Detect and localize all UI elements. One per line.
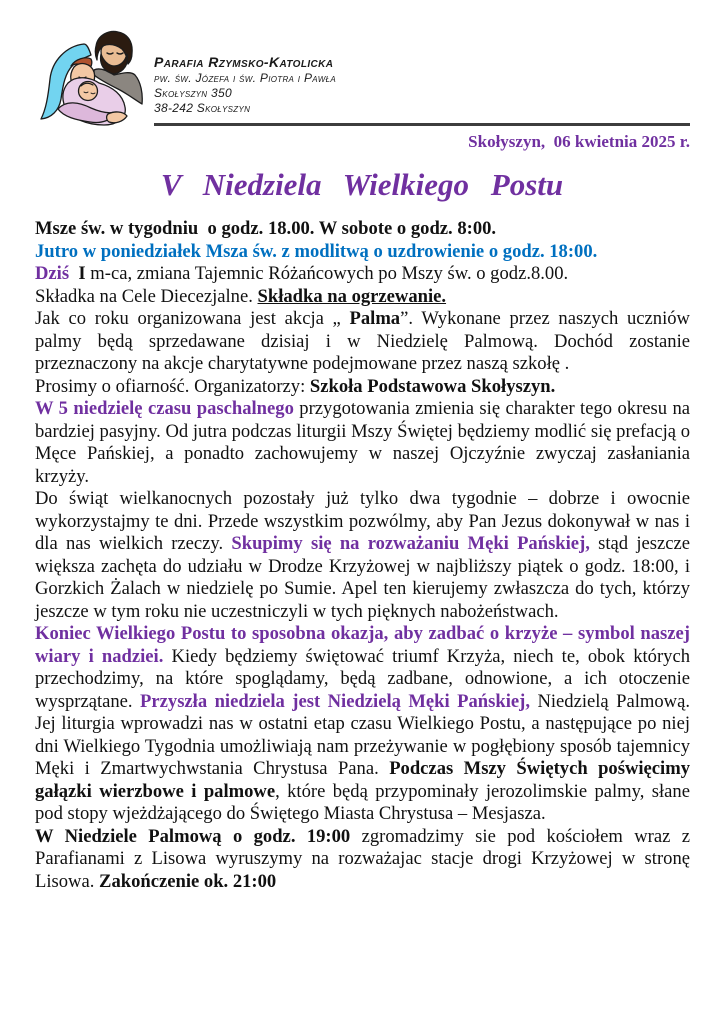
document-body xyxy=(35,218,695,893)
text-run: Dziś xyxy=(35,263,70,284)
text-run: Zakończenie ok. 21:00 xyxy=(99,870,277,892)
text-run: Jak co roku organizowana jest akcja „ xyxy=(35,308,350,329)
text-run: m-ca, zmiana Tajemnic Różańcowych po Mszy św. o godz.8.00. xyxy=(85,263,569,284)
text-run: Koniec Wielkiego Postu to sposobna okazja, aby zadbać o krzyże – symbol naszej wiary i nadziei. xyxy=(35,623,695,667)
letterhead xyxy=(0,0,724,152)
parish-address-line2: 38-242 Skołyszyn xyxy=(154,101,251,115)
text-run: Składka na ogrzewanie. xyxy=(257,285,447,307)
text-run: Kiedy będziemy świętować triumf Krzyża, niech te, obok których przechodzimy, na które spoglądamy, będą zadbane, odnowione, a ich otoczenie wysprzątane. xyxy=(35,645,695,712)
parish-name: Parafia Rzymsko-Katolicka xyxy=(154,54,334,70)
text-run: I xyxy=(69,263,86,284)
text-run: , które będą przypominały jerozolimskie palmy, słane pod stopy wjeżdżającego do Świętego Miasta Chrystusa – Mesjasza. xyxy=(35,780,695,824)
header-divider xyxy=(154,123,690,126)
parish-address-line1: Skołyszyn 350 xyxy=(154,86,232,100)
paragraph xyxy=(35,308,695,376)
place-date-line: Skołyszyn, 06 kwietnia 2025 r. xyxy=(468,132,690,151)
holy-family-logo xyxy=(38,30,148,132)
paragraph xyxy=(35,398,695,488)
text-run: przygotowania zmienia się charakter tego okresu na bardziej pasyjny. Od jutra podczas liturgii Mszy Świętej będziemy modlić się prefacją o Męce Pańskiej, a ponadto zachowujemy w naszej Ojczyźnie zwyczaj zasłaniania krzyży. xyxy=(35,398,695,487)
text-run: Niedzielą Palmową. Jej liturgia wprowadzi nas w ostatni etap czasu Wielkiego Postu, a następujące po niej dni Wielkiego Tygodnia umożliwiają nam przeżywanie w pogłębiony sposób tajemnicy Męki i Zmartwychwstania Chrystusa Pana. xyxy=(35,690,695,779)
letterhead-text xyxy=(148,30,690,152)
text-run: Podczas Mszy Świętych poświęcimy gałązki wierzbowe i palmowe xyxy=(35,758,695,802)
text-run: Skupimy się na rozważaniu Męki Pańskiej, xyxy=(231,533,590,554)
paragraph xyxy=(35,241,690,264)
text-run: Jutro w poniedziałek Msza św. z modlitwą o uzdrowienie o godz. 18:00. xyxy=(35,240,598,262)
text-run: Prosimy o ofiarność. Organizatorzy: xyxy=(35,375,310,397)
text-run: zgromadzimy sie pod kościołem wraz z Parafianami z Lisowa wyruszymy na rozważajac stacje drogi Krzyżowej w stronę Lisowa. xyxy=(35,825,695,892)
paragraph xyxy=(35,623,695,826)
text-run: Msze św. w tygodniu o godz. 18.00. W sobote o godz. 8:00. xyxy=(35,218,497,239)
text-run: Szkoła Podstawowa Skołyszyn. xyxy=(309,375,556,397)
text-run: W 5 niedzielę czasu paschalnego xyxy=(35,398,294,419)
text-run: Składka na Cele Diecezjalne. xyxy=(35,285,258,307)
page-title: V Niedziela Wielkiego Postu xyxy=(160,167,564,202)
text-run: W Niedziele Palmową o godz. 19:00 xyxy=(35,825,351,847)
text-run: ”. Wykonane przez naszych uczniów palmy będą sprzedawane dzisiaj i w Niedzielę Palmową. Dochód zostanie przeznaczony na akcje charytatywne podejmowane przez naszą szkołę . xyxy=(35,308,695,374)
text-run: Palma xyxy=(349,308,401,329)
paragraph xyxy=(35,825,695,894)
paragraph xyxy=(35,488,695,623)
parish-dedication: pw. św. Józefa i św. Piotra i Pawła xyxy=(154,71,336,85)
text-run: Przyszła niedziela jest Niedzielą Męki Pańskiej, xyxy=(140,690,530,712)
paragraph xyxy=(35,218,690,241)
paragraph xyxy=(35,263,690,286)
holy-family-icon xyxy=(38,30,148,132)
paragraph xyxy=(35,286,690,309)
text-run: Do świąt wielkanocnych pozostały już tylko dwa tygodnie – dobrze i owocnie wykorzystajmy te dni. Przede wszystkim pozwólmy, aby Pan Jezus dokonywał w nas i dla nas wielkich rzeczy. xyxy=(35,488,695,554)
text-run: stąd jeszcze większa zachęta do udziału w Drodze Krzyżowej w najbliższy piątek o godz. 18:00, i Gorzkich Żalach w niedzielę po Sumie. Apel ten kierujemy zwłaszcza do tych, którzy jeszcze w tym roku nie uczestniczyli w tych pięknych nabożeństwach. xyxy=(35,533,695,622)
paragraph xyxy=(35,376,690,399)
